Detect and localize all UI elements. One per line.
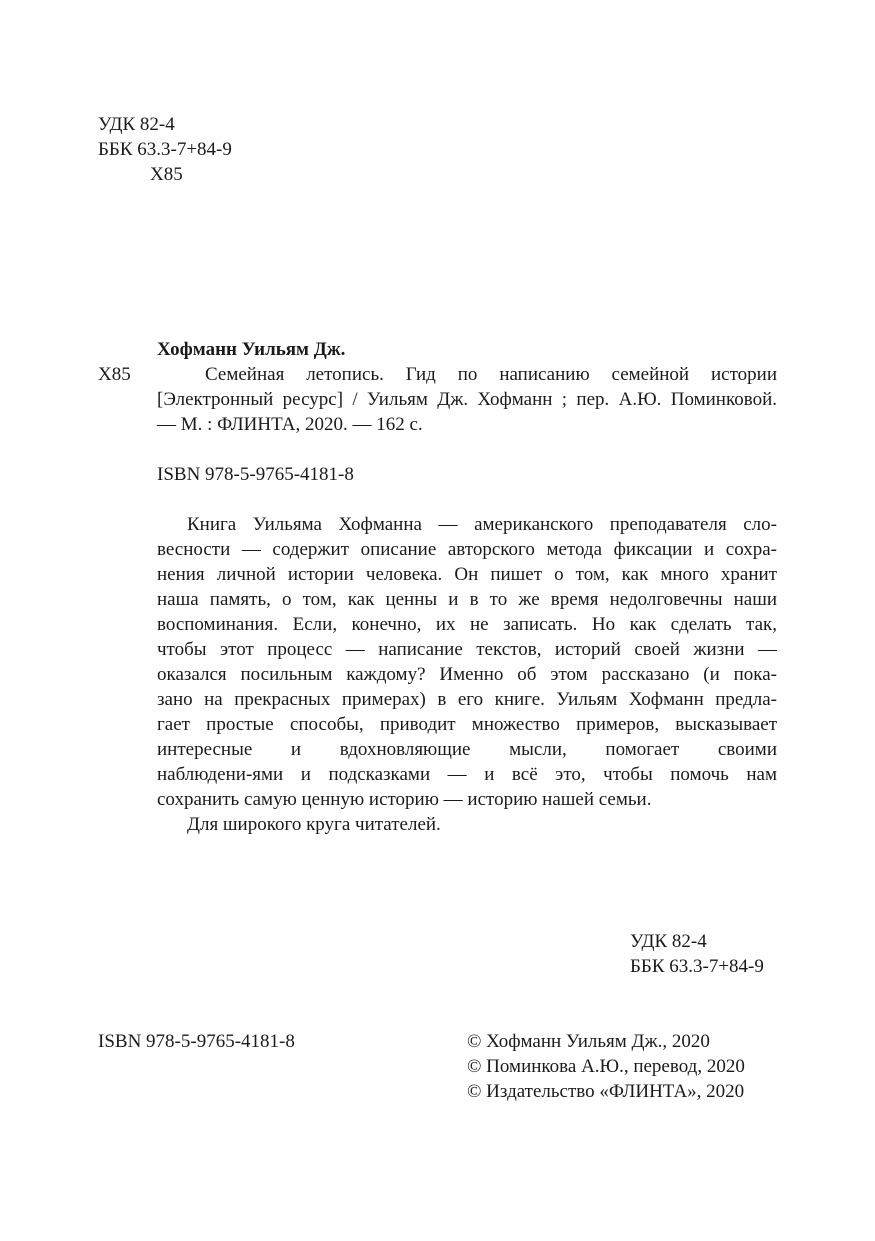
annotation-line: нения личной истории человека. Он пишет о том, как много хранит (157, 564, 777, 585)
isbn-entry: ISBN 978-5-9765-4181-8 (157, 464, 354, 485)
author-sign-top: Х85 (150, 164, 183, 185)
annotation-line: наша память, о том, как ценны и в то же время недолговечны наши (157, 589, 777, 610)
bbk-code-top: ББК 63.3-7+84-9 (98, 139, 232, 160)
annotation-line: Книга Уильяма Хофманна — американского преподавателя сло- (187, 514, 777, 535)
annotation-line: интересные и вдохновляющие мысли, помогает своими (157, 739, 777, 760)
annotation-line: наблюдени-ями и подсказками — и всё это, чтобы помочь нам (157, 764, 777, 785)
udk-code-bottom: УДК 82-4 (630, 931, 707, 952)
copyright-line: © Поминкова А.Ю., перевод, 2020 (467, 1056, 745, 1077)
description-line: [Электронный ресурс] / Уильям Дж. Хофманн ; пер. А.Ю. Поминковой. (157, 389, 777, 410)
annotation-line: гает простые способы, приводит множество примеров, высказывает (157, 714, 777, 735)
annotation-line: чтобы этот процесс — написание текстов, историй своей жизни — (157, 639, 777, 660)
annotation (157, 512, 777, 837)
annotation-line: воспоминания. Если, конечно, их не записать. Но как сделать так, (157, 614, 777, 635)
copyright-line: © Издательство «ФЛИНТА», 2020 (467, 1081, 745, 1102)
description-line: — М. : ФЛИНТА, 2020. — 162 с. (157, 414, 423, 435)
udk-code-top: УДК 82-4 (98, 114, 175, 135)
author-heading: Хофманн Уильям Дж. (157, 339, 346, 360)
annotation-line: зано на прекрасных примерах) в его книге. Уильям Хофманн предла- (157, 689, 777, 710)
description-line: Семейная летопись. Гид по написанию семейной истории (205, 364, 777, 385)
copyright-line: © Хофманн Уильям Дж., 2020 (467, 1031, 710, 1052)
bbk-code-bottom: ББК 63.3-7+84-9 (630, 956, 764, 977)
isbn-footer: ISBN 978-5-9765-4181-8 (98, 1031, 295, 1052)
annotation-line: сохранить самую ценную историю — историю нашей семьи. (157, 789, 652, 810)
author-sign: Х85 (98, 364, 131, 385)
bibliographic-description (157, 362, 777, 437)
copyright-block (467, 1029, 745, 1104)
annotation-line: весности — содержит описание авторского метода фиксации и сохра- (157, 539, 777, 560)
audience-note: Для широкого круга читателей. (187, 814, 441, 835)
annotation-line: оказался посильным каждому? Именно об этом рассказано (и пока- (157, 664, 777, 685)
